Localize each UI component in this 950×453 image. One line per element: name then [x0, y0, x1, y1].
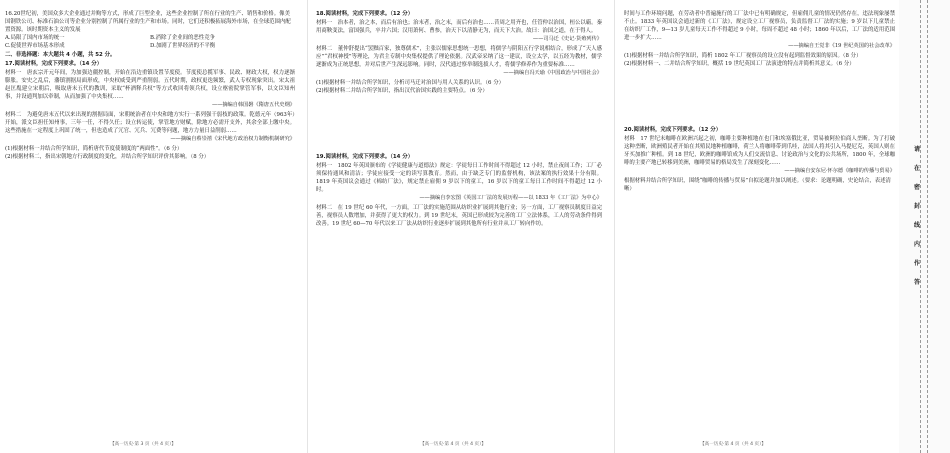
page-footer [700, 439, 880, 449]
option-d: D.加剧了世界经济的不平衡 [150, 43, 216, 49]
question-16-options-row-1 [5, 34, 295, 42]
footer-label: 【高一历史·第 3 页（共 4 页）】 [110, 442, 176, 447]
question-19-part-1: (1)根据材料一并结合所学知识，简析 1802 年工厂视察员的设立没有起到监督效果的原因。（8 分） [624, 53, 862, 59]
question-19-part-2: (2)根据材料一、二并结合所学知识，概括 19 世纪英国工厂法演进的特点并简析其意义。（6 分） [624, 61, 855, 67]
footer-label: 【高一历史·第 4 页（共 4 页）】 [700, 442, 766, 447]
question-17-material-2: 材料二 为避免唐末五代以来出现的割据局面，宋朝统治者在中央和地方实行一系列强干弱枝的政策。乾德元年（963年）开始，派文臣担任知州事，三年一任，不得久任；设立转运使，掌管地方财赋，除地方必需开支外，其余全部上缴中央。这些措施在一定程度上巩固了统一，但也造成了冗官、冗兵、冗费等问题，地方力量日益削弱…… [5, 112, 295, 134]
question-16-stem: 16.20世纪初，美国众多大企业通过并购等方式，形成了巨型企业，这些企业控制了所在行业的生产、销售和价格。像美国钢铁公司、标准石油公司等企业分别控制了所属行业的生产和市场。同时，它们还积极拓展海外市场，在全球范围内配置资源。该时期资本主义的发展 [5, 11, 291, 33]
question-19-material-2-continued: 时间与工作环境问题，在劳动者中普遍施行的工厂法中已有明确规定，但雇佣儿童的情况仍然存在，违法现象屡禁不止。1833 年英国议会通过新的《工厂法》，规定设立工厂视察员，负责监督工厂法的实施；9 岁以下儿童禁止在纺织厂工作，9—13 岁儿童每天工作不得超过 9 小时，每周不超过 48 小时；1860 年以后，工厂法的适用范围进一步扩大…… [624, 11, 895, 41]
footer-label: 【高一历史·第 4 页（共 4 页）】 [420, 442, 486, 447]
answer-space [316, 95, 602, 153]
page-divider [307, 0, 308, 453]
page-divider [614, 0, 615, 453]
question-17-source-2: ——摘编自蔡崇禧《宋代地方政治权力制衡机制研究》 [170, 136, 295, 142]
column-left [5, 10, 295, 431]
question-19-material-2: 材料二 在 19 世纪 60 年代，一方面，工厂法的实施范围从纺织业扩展到其他行业；另一方面，工厂视察员制度日益完善，视察员人数增加，并获得了更大的权力。到 19 世纪末，英国已形成较为完善的工厂立法体系，工人的劳动条件得到改善。19 世纪 60—70 年代以来工厂法从纺织行业逐步扩展到其他所有行业并从工厂转向作坊。 [316, 205, 602, 227]
column-middle [316, 10, 602, 431]
question-18-source-2: ——摘编自冯天瑜《中国政治与中国社会》 [503, 70, 602, 76]
option-a: A.局限了国内市场的统一 [5, 35, 65, 41]
seal-line-notice: 请在密封线内作答 [913, 146, 920, 286]
answer-space [624, 68, 895, 126]
question-18-material-1: 材料一 治本者，治之本，而后有治也；治末者，治之末，而后有治也……昔周之用齐也，任管仲以治国，桓公以霸。秦用商鞅变法，富国强兵，卒并六国；汉用萧何、曹参，治天下以清静无为，而天下大治。故曰：治国之道，在于得人。 [316, 20, 602, 34]
question-19-material-1: 材料一 1802 年英国颁布的《学徒健康与道德法》规定：学徒每日工作时间不得超过 12 小时，禁止夜间工作；工厂必须保持通风和清洁；学徒应接受一定的读写算教育。然而，由于缺乏专门的监督机构，该法案的执行效果十分有限。1819 年英国议会通过《棉纺厂法》，规定禁止雇佣 9 岁以下的童工，16 岁以下的童工每日工作时间不得超过 12 小时。 [316, 163, 602, 193]
column-right [624, 10, 895, 431]
question-19-source-1: ——摘编自李宏图《英国工厂法的发展历程——以 1833 年《工厂法》为中心》 [419, 195, 602, 201]
option-b: B.消除了企业间的恶性竞争 [150, 35, 215, 41]
question-20-prompt: 根据材料并结合所学知识，围绕“咖啡的传播与贸易”自拟论题并加以阐述。（要求：论题明确，史论结合，表述清晰） [624, 178, 891, 192]
question-18-title: 18.阅读材料，完成下列要求。（12 分） [316, 11, 414, 17]
option-c: C.促使世界市场基本形成 [5, 43, 65, 49]
question-19-source-2: ——摘编自王觉非《19 世纪英国的社会改革》 [788, 43, 895, 49]
section-heading: 二、非选择题：本大题共 4 小题，共 52 分。 [5, 52, 116, 58]
question-18-source-1: ——司马迁《史记·货殖列传》 [532, 36, 602, 42]
question-18-part-1: (1)根据材料一并结合所学知识，分析司马迁对治国与用人关系的认识。（6 分） [316, 80, 504, 86]
question-17-material-1: 材料一 唐玄宗开元年间，为加强边疆控制，开始在沿边重镇设置节度使。节度使总揽军事、民政、财政大权，权力逐渐膨胀。安史之乱后，藩镇割据局面形成，中央权威受到严重削弱。五代时期，政权更迭频繁，武人专权现象突出。宋太祖赵匡胤建立宋朝后，吸取唐末五代的教训，采取“杯酒释兵权”等方式收回将领兵权，设立枢密院掌管军事，以文臣知州事，并设通判加以牵制，从而加强了中央集权…… [5, 70, 295, 100]
question-20-material: 材料 17 世纪末咖啡在欧洲兴起之初，咖啡主要种植地在也门和埃塞俄比亚，贸易被阿拉伯商人垄断。为了打破这种垄断，欧洲殖民者开始在其殖民地种植咖啡，荷兰人将咖啡带到爪哇，法国人将其引入马提尼克，英国人则在牙买加推广种植。到 18 世纪，欧洲的咖啡馆成为人们交流信息、讨论政治与文化的公共场所，1800 年，全球咖啡的主要产地已转移到美洲，咖啡贸易的格局发生了深刻变化…… [624, 136, 895, 166]
page-footer [110, 439, 300, 449]
question-19-title: 19.阅读材料，完成下列要求。（14 分） [316, 154, 414, 160]
question-17-title: 17.阅读材料，完成下列要求。（14 分） [5, 61, 103, 67]
page-footer [420, 439, 600, 449]
question-17-part-1: (1)根据材料一并结合所学知识，简析唐代节度使制度的“两面性”。（6 分） [5, 146, 183, 152]
question-17-part-2: (2)根据材料二，指出宋朝地方行政制度的变化，并结合所学知识评价其影响。（8 分） [5, 154, 210, 160]
question-16-options-row-2 [5, 42, 295, 50]
question-18-part-2: (2)根据材料二并结合所学知识，指出汉代治国实践的主要特点。（6 分） [316, 88, 488, 94]
question-17-source-1: ——摘编自韩国磐《隋唐五代史纲》 [211, 102, 295, 108]
question-20-source: ——摘编自安东尼·怀尔德《咖啡的传播与贸易》 [784, 168, 895, 174]
question-20-title: 20.阅读材料，完成下列要求。（12 分） [624, 127, 722, 133]
question-18-material-2: 材料二 董仲舒提出“罢黜百家，独尊儒术”，主张以儒家思想统一思想，将儒学与阴阳五行学说相结合，形成了“天人感应”“君权神授”等理论，为君主专制中央集权提供了理论依据。汉武帝采纳了这一建议，设立太学，以五经为教材，儒学逐渐成为正统思想，并对后世产生深远影响。同时，汉代通过察举制选拔人才，将儒学修养作为重要标准…… [316, 46, 602, 68]
